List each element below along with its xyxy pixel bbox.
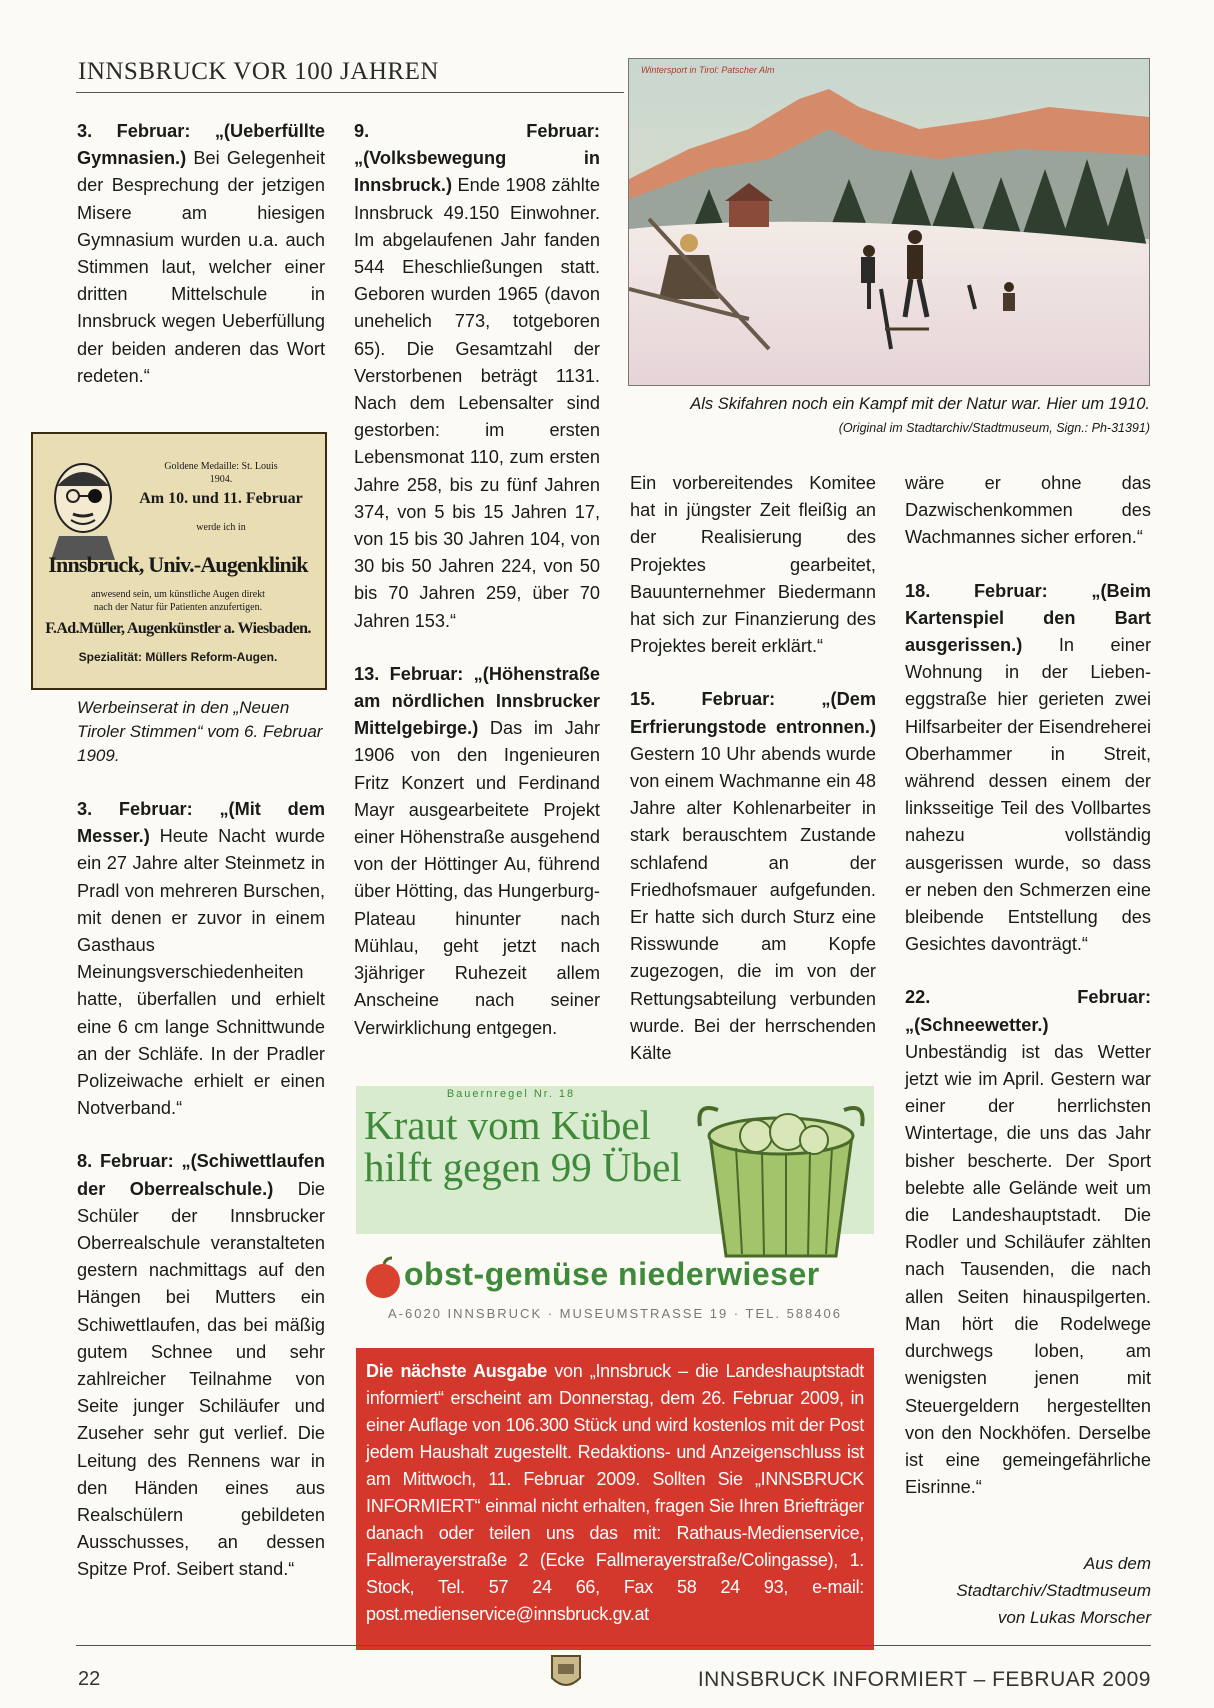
man-portrait-illustration xyxy=(43,448,123,560)
ad-artist-text: F.Ad.Müller, Augenkünstler a. Wiesbaden. xyxy=(45,620,311,637)
kraut-brand: obst-gemüse niederwieser xyxy=(404,1256,820,1292)
ad-year-text: 1904. xyxy=(209,474,233,485)
article-messer xyxy=(77,796,325,1122)
article-volksbewegung xyxy=(354,118,600,635)
article-body: Ein vorbereitendes Komitee hat in jüngster Zeit fleißig an der Realisierung des Projektes gearbeitet, Bauunternehmer Biedermann hat sich zur Finanzierung des Projektes bereit erklärt.“ xyxy=(630,473,876,657)
article-heading: 15. Februar: „(Dem Erfrierungstode entronnen.) xyxy=(630,689,876,737)
article-heading: 9. Februar: „(Volksbewegung in Innsbruck.) xyxy=(354,121,600,196)
kraut-slogan-line1: Kraut vom Kübel xyxy=(364,1102,651,1148)
article-erfrierung xyxy=(630,686,876,1067)
ad-body-line1: anwesend sein, um künstliche Augen direkt xyxy=(91,589,265,600)
article-body: Das im Jahr 1906 von den Ingenieuren Fritz Konzert und Ferdinand Mayr ausgearbeitete Projekt einer Höhenstraße ausgehend von der Höttinger Au, führend über Hötting, das Hungerburg-Plateau hinunter nach Mühlau, geht jetzt nach 3jähriger Ruhezeit allem Anscheine nach seiner Verwirklichung entgegen. xyxy=(354,718,600,1038)
eye-ad-caption: Werbeinserat in den „Neuen Tiroler Stimmen“ vom 6. Februar 1909. xyxy=(77,698,323,765)
next-issue-notice xyxy=(356,1348,874,1650)
photo-postcard-label: Wintersport in Tirol: Patscher Alm xyxy=(641,65,775,75)
article-gymnasien xyxy=(77,118,325,390)
article-body: Ende 1908 zählte Innsbruck 49.150 Einwohner. Im abgelaufenen Jahr fanden 544 Eheschließungen statt. Geboren wurden 1965 (davon unehelich 773, totgeboren 65). Die Gesamtzahl der Verstorbenen beträgt 1131. Nach dem Lebensalter sind gestorben: im ersten Lebensmonat 110, zum ersten Jahre 258, bis zu fünf Jahren 374, von 5 bis 15 Jahren 17, von 15 bis 30 Jahren 104, von 30 bis 50 Jahren 224, von 50 bis 70 Jahren 259, über 70 Jahren 153.“ xyxy=(354,175,600,631)
ad-body-line2: nach der Natur für Patienten anzufertigen. xyxy=(93,602,263,613)
ad-specialty-text: Spezialität: Müllers Reform-Augen. xyxy=(78,650,278,664)
article-kartenspiel xyxy=(905,578,1151,959)
page-number: 22 xyxy=(78,1668,101,1690)
article-body: Gestern 10 Uhr abends wurde von einem Wachmanne ein 48 Jahre alter Kohlenarbeiter in stark berauschtem Zustande schlafend an der Friedhofsmauer aufgefunden. Er hatte sich durch Sturz eine Risswunde am Kopfe zugezogen, die im von der Rettungsabteilung verbunden wurde. Bei der herrschenden Kälte xyxy=(630,743,876,1064)
source-credit xyxy=(905,1550,1151,1631)
kraut-rule-label: Bauernregel Nr. 18 xyxy=(446,1088,576,1100)
article-heading: 13. Februar: „(Höhenstraße am nördlichen Innsbrucker Mittelgebirge.) xyxy=(354,663,600,739)
city-crest-icon xyxy=(550,1654,582,1692)
notice-lead: Die nächste Ausgabe xyxy=(366,1361,547,1381)
article-body: Heute Nacht wurde ein 27 Jahre alter Steinmetz in Pradl von mehreren Burschen, mit denen er zuvor in einem Gasthaus Meinungsverschiedenheiten hatte, überfallen und erhielt eine 6 cm lange Schnittwunde an der Schläfe. In der Pradler Polizeiwache erhielt er einen Notverband.“ xyxy=(77,826,325,1119)
kraut-ad xyxy=(356,1086,874,1234)
kraut-address: A-6020 INNSBRUCK · MUSEUMSTRASSE 19 · TEL. 588406 xyxy=(388,1306,842,1321)
article-heading: 18. Februar: „(Beim Kartenspiel den Bart ausgerissen.) xyxy=(905,580,1151,656)
ad-date-text: Am 10. und 11. Februar xyxy=(139,490,303,507)
publication-name: INNSBRUCK INFORMIERT – FEBRUAR 2009 xyxy=(697,1668,1151,1691)
article-body: Bei Gelegenheit der Besprechung der jetzigen Misere am hiesigen Gymnasium wurden u.a. auch Stimmen laut, welcher einer dritten Mittelschule in Innsbruck wegen Ueberfüllung der beiden anderen das Wort redeten.“ xyxy=(77,148,325,386)
photo-credit: (Original im Stadtarchiv/Stadtmuseum, Sign.: Ph-31391) xyxy=(838,421,1150,435)
article-heading: 22. Februar: „(Schneewetter.) xyxy=(905,987,1151,1035)
article-hoehenstrasse-cont xyxy=(630,470,876,660)
article-heading: 3. Februar: „(Ueberfüllte Gymnasien.) xyxy=(77,121,325,169)
ad-location-text: Innsbruck, Univ.-Augenklinik xyxy=(48,552,308,577)
section-title: INNSBRUCK VOR 100 JAHREN xyxy=(78,58,439,85)
source-line-3: von Lukas Morscher xyxy=(997,1608,1151,1627)
article-body: wäre er ohne das Dazwischenkommen des Wachmannes sicher erforen.“ xyxy=(905,473,1151,548)
article-body: Unbeständig ist das Wetter jetzt wie im April. Gestern war einer der herrlichsten Wintertage, die uns das Jahr bisher bescherte. Der Sport belebte alle Gelände weit um die Landeshauptstadt. Die Rodler und Schiläufer zählten nach Tausenden, die nach allen Seiten hinauspilgerten. Man hört die Rodelwege durchwegs loben, am wenigsten jenen mit Steuergeldern hergestellten von den Nockhöfen. Derselbe ist eine gemeingefährliche Eisrinne.“ xyxy=(905,1041,1151,1498)
article-hoehenstrasse xyxy=(354,661,600,1042)
ad-medal-text: Goldene Medaille: St. Louis xyxy=(164,461,278,472)
column-4 xyxy=(905,470,1151,1527)
source-line-2: Stadtarchiv/Stadtmuseum xyxy=(956,1581,1151,1600)
article-body: In einer Wohnung in der Liebeneggstraße hier gerieten zwei Hilfsarbeiter der Eisendreherei Oberhammer in Streit, während dessen einem der linksseitige Teil des Vollbartes nahezu vollständig ausgerissen wurde, so dass er neben den Schmerzen eine bleibende Entstellung des Gesichtes davonträgt.“ xyxy=(905,635,1151,955)
ad-werde-text: werde ich in xyxy=(196,522,246,533)
column-1 xyxy=(77,118,325,416)
article-schneewetter xyxy=(905,984,1151,1501)
ski-scene-illustration xyxy=(629,59,1149,385)
article-heading: 3. Februar: „(Mit dem Messer.) xyxy=(77,799,325,847)
apple-icon xyxy=(362,1256,404,1300)
tub-illustration xyxy=(696,1096,866,1264)
source-line-1: Aus dem xyxy=(1083,1554,1151,1573)
column-3 xyxy=(630,470,876,1093)
kraut-slogan-line2: hilft gegen 99 Übel xyxy=(364,1144,682,1190)
article-body: Die Schüler der Innsbrucker Oberrealschule veranstalteten gestern nachmittags auf den Hängen bei Mutters ein Schiwettlaufen, das bei mäßig gutem Schnee und sehr zahlreicher Teilnahme von Seite junger Schiläufer und Zuseher sehr gut verlief. Die Leitung des Rennens war in den Händen eines aus Realschülern gebildeten Ausschusses, an dessen Spitze Prof. Seibert stand.“ xyxy=(77,1178,325,1580)
column-2 xyxy=(354,118,600,1068)
skiing-photo xyxy=(628,58,1150,386)
eye-ad xyxy=(31,432,327,690)
article-schiwettlaufen xyxy=(77,1148,325,1583)
photo-caption: Als Skifahren noch ein Kampf mit der Natur war. Hier um 1910. xyxy=(690,395,1150,413)
header-rule xyxy=(76,92,624,93)
footer-rule xyxy=(76,1645,1151,1646)
column-1-lower xyxy=(77,796,325,1610)
article-erfrierung-cont xyxy=(905,470,1151,552)
article-heading: 8. Februar: „(Schiwettlaufen der Oberrealschule.) xyxy=(77,1151,325,1199)
notice-text: von „Innsbruck – die Landeshauptstadt informiert“ erscheint am Donnerstag, dem 26. Februar 2009, in einer Auflage von 106.300 Stück und wird kostenlos mit der Post jedem Haushalt zugestellt. Redaktions- und Anzeigenschluss ist am Mittwoch, 11. Februar 2009. Sollten Sie „INNSBRUCK INFORMIERT“ einmal nicht erhalten, fragen Sie Ihren Briefträger danach oder teilen uns das mit: Rathaus-Medienservice, Fallmerayerstraße 2 (Ecke Fallmerayerstraße/Colingasse), 1. Stock, Tel. 57 24 66, Fax 58 24 93, e-mail: post.medienservice@innsbruck.gv.at xyxy=(366,1361,864,1624)
